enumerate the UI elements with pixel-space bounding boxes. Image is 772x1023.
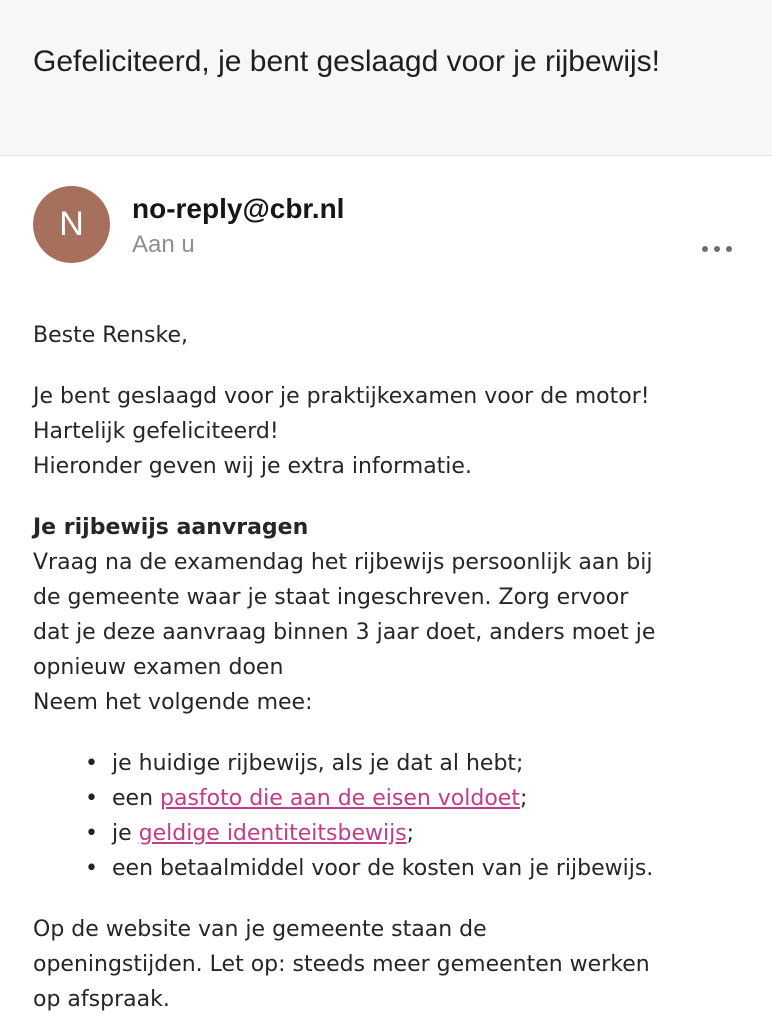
body-paragraph (33, 510, 746, 720)
more-options-button[interactable] (700, 240, 734, 258)
recipient-label: Aan u (132, 231, 195, 258)
body-line: opnieuw examen doen (33, 655, 284, 680)
list-item: • een betaalmiddel voor de kosten van je rijbewijs. (85, 851, 746, 886)
body-heading: Je rijbewijs aanvragen (33, 515, 309, 540)
body-paragraph (33, 912, 746, 1017)
body-line: Op de website van je gemeente staan de (33, 917, 487, 942)
body-link[interactable]: pasfoto die aan de eisen voldoet (160, 786, 520, 811)
subject-header (0, 0, 772, 156)
body-line: Neem het volgende mee: (33, 690, 313, 715)
list-item: • je geldige identiteitsbewijs; (85, 816, 746, 851)
email-body (0, 318, 772, 1017)
email-subject: Gefeliciteerd, je bent geslaagd voor je rijbewijs! (33, 45, 660, 78)
body-line: openingstijden. Let op: steeds meer gemeenten werken (33, 952, 650, 977)
body-line: Beste Renske, (33, 323, 188, 348)
body-line: Hieronder geven wij je extra informatie. (33, 454, 472, 479)
ellipsis-icon (726, 246, 732, 252)
ellipsis-icon (702, 246, 708, 252)
bullet-list (33, 746, 746, 886)
body-line: Vraag na de examendag het rijbewijs persoonlijk aan bij (33, 550, 653, 575)
list-item: • een pasfoto die aan de eisen voldoet; (85, 781, 746, 816)
sender-row (0, 186, 772, 263)
avatar[interactable]: N (33, 186, 110, 263)
body-line: op afspraak. (33, 987, 170, 1012)
ellipsis-icon (714, 246, 720, 252)
sender-info (132, 186, 344, 260)
body-link[interactable]: geldige identiteitsbewijs (138, 821, 407, 846)
body-line: Hartelijk gefeliciteerd! (33, 419, 279, 444)
body-line: de gemeente waar je staat ingeschreven. Zorg ervoor (33, 585, 629, 610)
body-paragraph (33, 318, 746, 353)
body-line: dat je deze aanvraag binnen 3 jaar doet, anders moet je (33, 620, 656, 645)
list-item: • je huidige rijbewijs, als je dat al hebt; (85, 746, 746, 781)
body-paragraph (33, 379, 746, 484)
body-line: Je bent geslaagd voor je praktijkexamen voor de motor! (33, 384, 650, 409)
sender-email: no-reply@cbr.nl (132, 193, 345, 224)
